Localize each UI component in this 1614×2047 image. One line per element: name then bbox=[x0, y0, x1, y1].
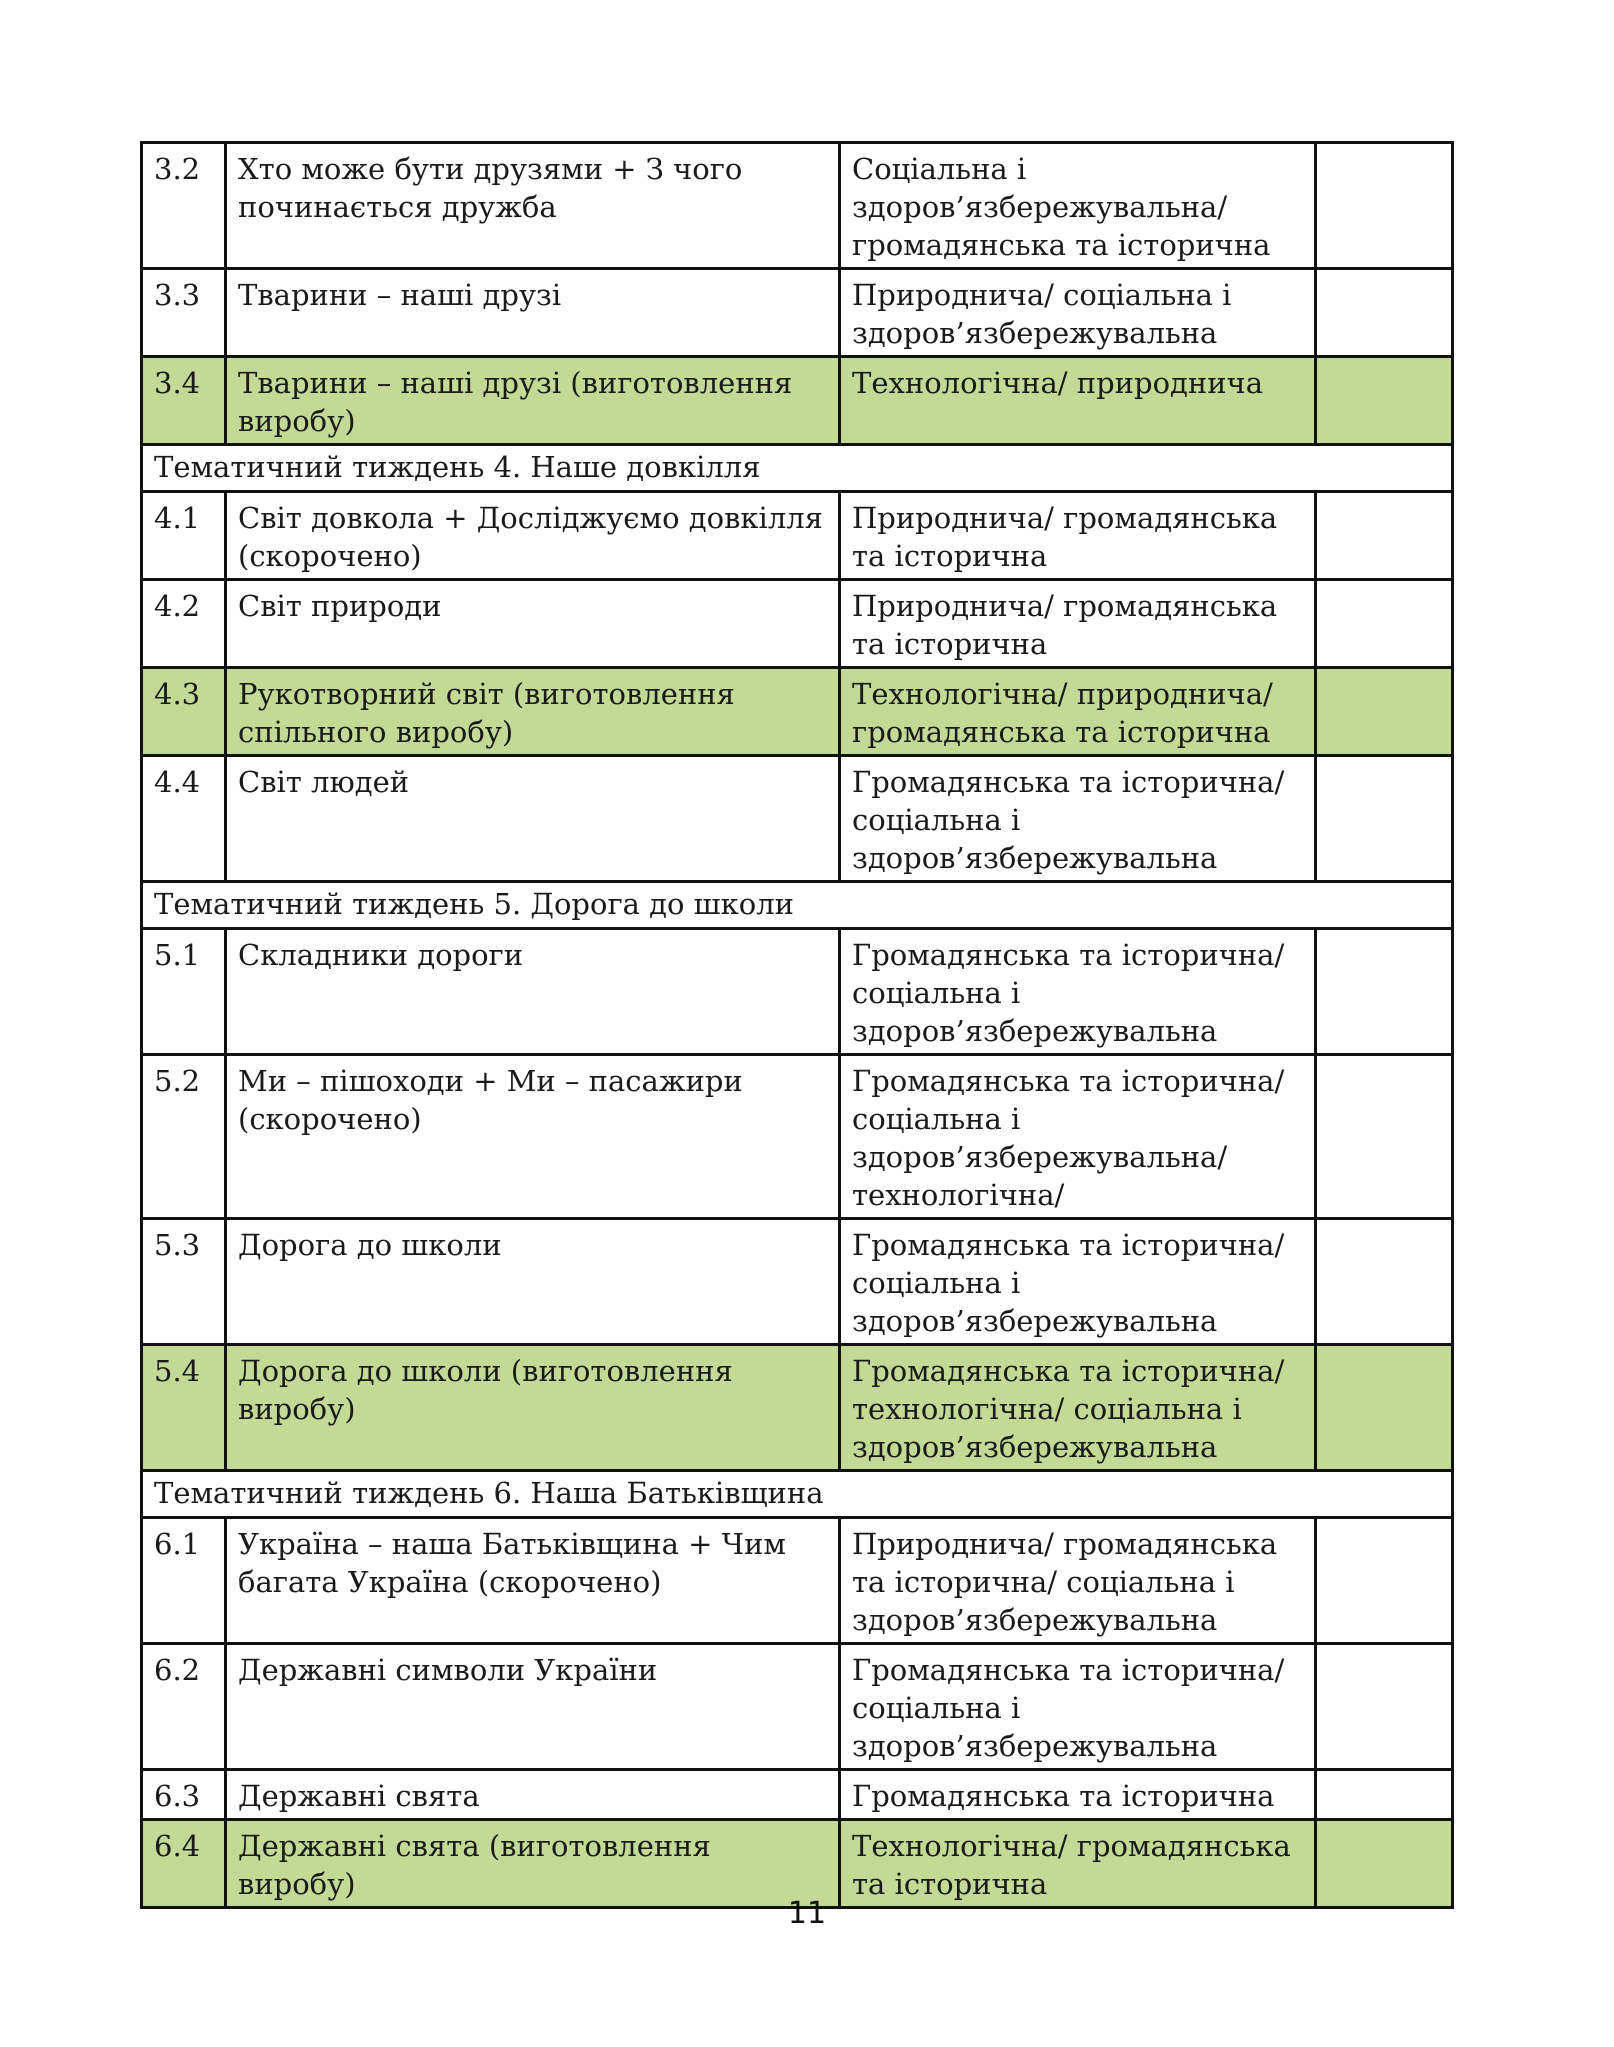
lesson-note-cell bbox=[1316, 668, 1453, 756]
lesson-number: 5.2 bbox=[142, 1055, 226, 1219]
lesson-note-cell bbox=[1316, 1644, 1453, 1770]
lesson-area: Громадянська та історична/ соціальна і здоров’язбережувальна bbox=[840, 1644, 1316, 1770]
lesson-note-cell bbox=[1316, 1820, 1453, 1908]
lesson-note-cell bbox=[1316, 1770, 1453, 1820]
week-header-row bbox=[142, 445, 1453, 492]
lesson-row bbox=[142, 1219, 1453, 1345]
lesson-topic: Державні свята bbox=[226, 1770, 840, 1820]
lesson-note-cell bbox=[1316, 492, 1453, 580]
lesson-topic: Світ довкола + Досліджуємо довкілля (скорочено) bbox=[226, 492, 840, 580]
lesson-number: 4.4 bbox=[142, 756, 226, 882]
lesson-note-cell bbox=[1316, 1055, 1453, 1219]
lesson-row-highlighted bbox=[142, 1345, 1453, 1471]
lesson-topic: Дорога до школи (виготовлення виробу) bbox=[226, 1345, 840, 1471]
lesson-topic: Тварини – наші друзі (виготовлення виробу) bbox=[226, 357, 840, 445]
lesson-note-cell bbox=[1316, 269, 1453, 357]
lesson-area: Природнича/ громадянська та історична bbox=[840, 580, 1316, 668]
lesson-topic: Хто може бути друзями + З чого починається дружба bbox=[226, 143, 840, 269]
lesson-note-cell bbox=[1316, 143, 1453, 269]
week-title: Тематичний тиждень 5. Дорога до школи bbox=[142, 882, 1453, 929]
lesson-row bbox=[142, 143, 1453, 269]
week-header-row bbox=[142, 1471, 1453, 1518]
lesson-row bbox=[142, 1770, 1453, 1820]
lesson-plan-page bbox=[140, 141, 1451, 1909]
lesson-row bbox=[142, 269, 1453, 357]
lesson-area: Громадянська та історична/ соціальна і здоров’язбережувальна bbox=[840, 756, 1316, 882]
lesson-row-highlighted bbox=[142, 668, 1453, 756]
lesson-number: 6.4 bbox=[142, 1820, 226, 1908]
lesson-note-cell bbox=[1316, 357, 1453, 445]
lesson-topic: Державні символи України bbox=[226, 1644, 840, 1770]
lesson-area: Природнича/ громадянська та історична/ соціальна і здоров’язбережувальна bbox=[840, 1518, 1316, 1644]
lesson-row bbox=[142, 1055, 1453, 1219]
lesson-topic: Державні свята (виготовлення виробу) bbox=[226, 1820, 840, 1908]
lesson-area: Природнича/ соціальна і здоров’язбережувальна bbox=[840, 269, 1316, 357]
lesson-plan-table bbox=[140, 141, 1454, 1909]
page-number: 11 bbox=[787, 1896, 827, 1931]
lesson-number: 6.1 bbox=[142, 1518, 226, 1644]
lesson-area: Природнича/ громадянська та історична bbox=[840, 492, 1316, 580]
lesson-row bbox=[142, 756, 1453, 882]
lesson-number: 3.4 bbox=[142, 357, 226, 445]
lesson-note-cell bbox=[1316, 1345, 1453, 1471]
lesson-topic: Дорога до школи bbox=[226, 1219, 840, 1345]
lesson-note-cell bbox=[1316, 929, 1453, 1055]
lesson-row-highlighted bbox=[142, 357, 1453, 445]
lesson-area: Соціальна і здоров’язбережувальна/ громадянська та історична bbox=[840, 143, 1316, 269]
lesson-area: Технологічна/ природнича bbox=[840, 357, 1316, 445]
lesson-row bbox=[142, 1644, 1453, 1770]
lesson-topic: Складники дороги bbox=[226, 929, 840, 1055]
lesson-row bbox=[142, 492, 1453, 580]
lesson-area: Громадянська та історична/ соціальна і здоров’язбережувальна bbox=[840, 929, 1316, 1055]
lesson-area: Громадянська та історична/ технологічна/ соціальна і здоров’язбережувальна bbox=[840, 1345, 1316, 1471]
lesson-number: 4.2 bbox=[142, 580, 226, 668]
lesson-row-highlighted bbox=[142, 1820, 1453, 1908]
lesson-number: 6.3 bbox=[142, 1770, 226, 1820]
lesson-topic: Тварини – наші друзі bbox=[226, 269, 840, 357]
lesson-number: 5.3 bbox=[142, 1219, 226, 1345]
lesson-note-cell bbox=[1316, 756, 1453, 882]
week-title: Тематичний тиждень 4. Наше довкілля bbox=[142, 445, 1453, 492]
lesson-row bbox=[142, 1518, 1453, 1644]
lesson-area: Громадянська та історична bbox=[840, 1770, 1316, 1820]
lesson-area: Технологічна/ громадянська та історична bbox=[840, 1820, 1316, 1908]
lesson-note-cell bbox=[1316, 580, 1453, 668]
lesson-topic: Ми – пішоходи + Ми – пасажири (скорочено) bbox=[226, 1055, 840, 1219]
lesson-note-cell bbox=[1316, 1518, 1453, 1644]
lesson-number: 3.2 bbox=[142, 143, 226, 269]
week-header-row bbox=[142, 882, 1453, 929]
lesson-row bbox=[142, 929, 1453, 1055]
lesson-area: Технологічна/ природнича/ громадянська та історична bbox=[840, 668, 1316, 756]
lesson-topic: Світ природи bbox=[226, 580, 840, 668]
lesson-number: 4.3 bbox=[142, 668, 226, 756]
lesson-number: 5.1 bbox=[142, 929, 226, 1055]
week-title: Тематичний тиждень 6. Наша Батьківщина bbox=[142, 1471, 1453, 1518]
lesson-number: 5.4 bbox=[142, 1345, 226, 1471]
lesson-topic: Світ людей bbox=[226, 756, 840, 882]
lesson-note-cell bbox=[1316, 1219, 1453, 1345]
lesson-topic: Україна – наша Батьківщина + Чим багата Україна (скорочено) bbox=[226, 1518, 840, 1644]
lesson-number: 4.1 bbox=[142, 492, 226, 580]
lesson-area: Громадянська та історична/ соціальна і здоров’язбережувальна/ технологічна/ bbox=[840, 1055, 1316, 1219]
lesson-topic: Рукотворний світ (виготовлення спільного виробу) bbox=[226, 668, 840, 756]
lesson-row bbox=[142, 580, 1453, 668]
lesson-number: 3.3 bbox=[142, 269, 226, 357]
lesson-area: Громадянська та історична/ соціальна і здоров’язбережувальна bbox=[840, 1219, 1316, 1345]
lesson-number: 6.2 bbox=[142, 1644, 226, 1770]
